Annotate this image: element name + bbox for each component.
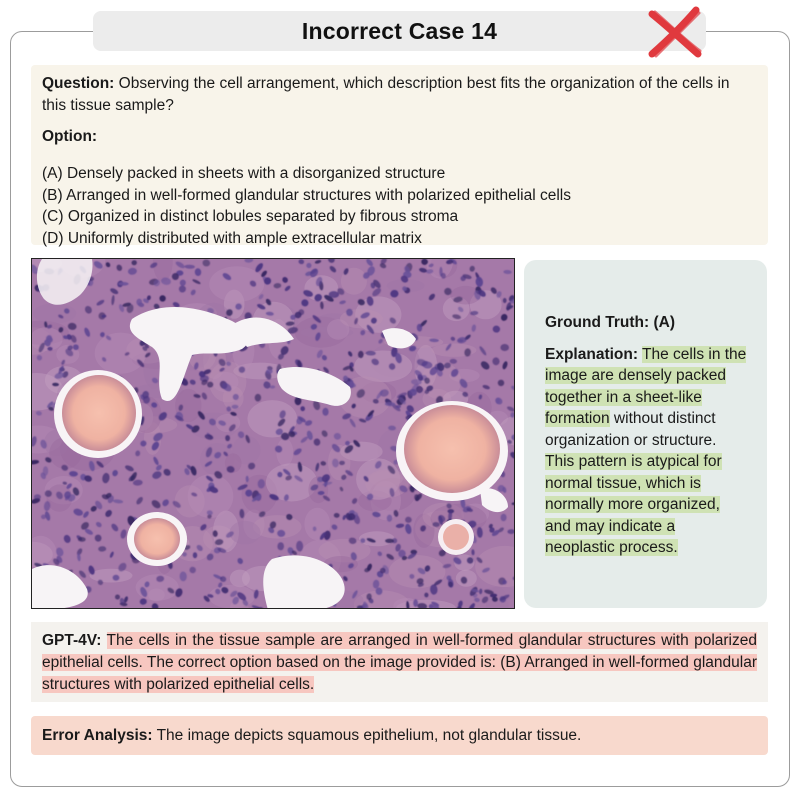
question-text: Question: Observing the cell arrangement, which description best fits the organization of the cells in this tissue sample? xyxy=(42,75,730,114)
options-list xyxy=(42,163,757,249)
red-cross-icon xyxy=(642,4,706,60)
option-label: Option: xyxy=(42,128,98,145)
ground-truth-label: Ground Truth: (A) xyxy=(545,314,675,331)
ground-truth-box xyxy=(524,260,767,608)
histology-image xyxy=(31,258,515,609)
option-b: (B) Arranged in well-formed glandular structures with polarized epithelial cells xyxy=(42,186,571,204)
option-a: (A) Densely packed in sheets with a disorganized structure xyxy=(42,165,446,182)
error-analysis-box: Error Analysis: The image depicts squamous epithelium, not glandular tissue. xyxy=(31,716,768,755)
explanation-text: Explanation: The cells in the image are densely packed together in a sheet-like formation without distinct organization or structure. This pattern is atypical for normal tissue, which is normally more organized, and may indicate a neoplastic process. xyxy=(545,345,747,556)
option-c: (C) Organized in distinct lobules separated by fibrous stroma xyxy=(42,208,459,225)
case-title: Incorrect Case 14 xyxy=(93,11,706,51)
error-analysis-text: The image depicts squamous epithelium, not glandular tissue. xyxy=(156,727,582,744)
gpt4v-answer-box: GPT-4V: The cells in the tissue sample are arranged in well-formed glandular structures with polarized epithelial cells. The correct option based on the image provided is: (B) Arranged in well-formed glandular structures with polarized epithelial cells. xyxy=(31,622,768,702)
tissue-micrograph xyxy=(32,259,515,609)
option-d: (D) Uniformly distributed with ample extracellular matrix xyxy=(42,229,422,247)
question-box xyxy=(31,65,768,245)
gpt4v-answer-text: The cells in the tissue sample are arranged in well-formed glandular structures with polarized epithelial cells. The correct option based on the image provided is: (B) Arranged in well-formed glandular structures with polarized epithelial cells. xyxy=(42,632,757,693)
